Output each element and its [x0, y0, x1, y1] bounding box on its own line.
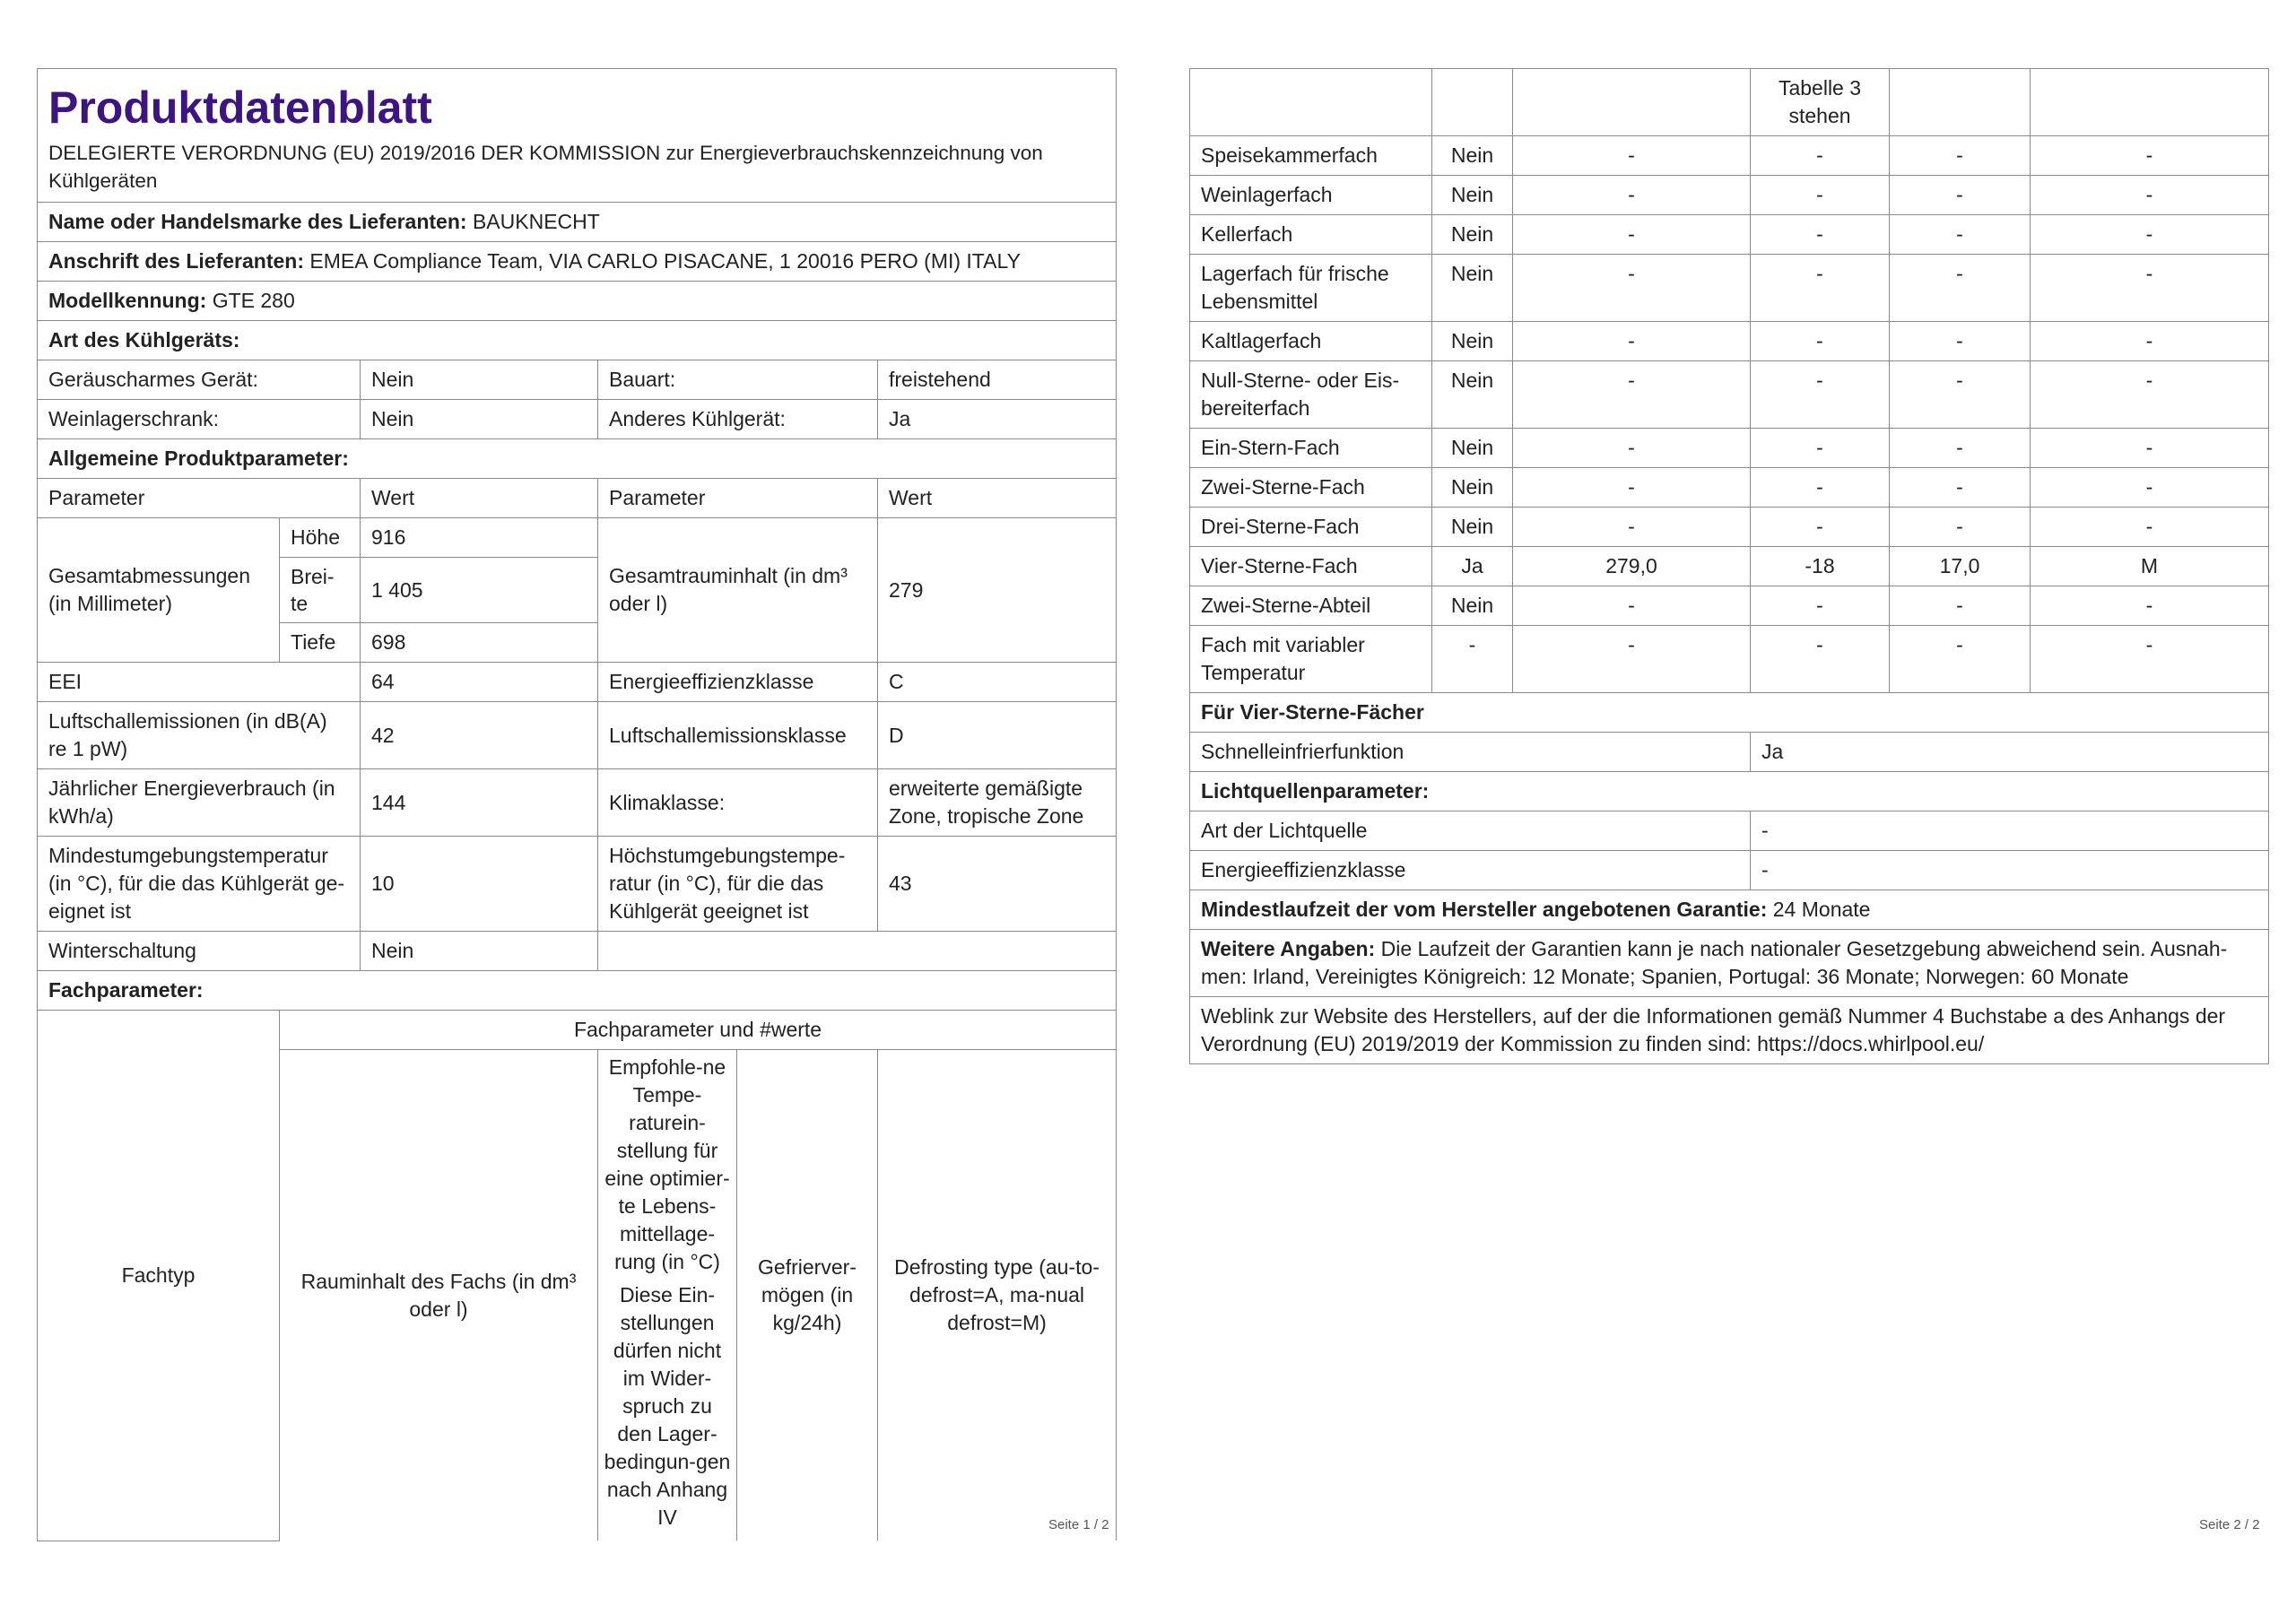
col-param-header-2: Parameter [598, 479, 878, 518]
general-params-heading: Allgemeine Produktparameter: [38, 439, 1117, 479]
light-source-heading: Lichtquellenparameter: [1190, 772, 2269, 812]
compartment-defrost: - [2031, 429, 2269, 468]
supplier-address-value: EMEA Compliance Team, VIA CARLO PISACANE, 1 20016 PERO (MI) ITALY [309, 249, 1021, 273]
compartment-freeze: - [1890, 176, 2031, 215]
warranty-value: 24 Monate [1772, 898, 1871, 921]
compartment-volume: 279,0 [1513, 547, 1751, 586]
compartment-type: Kellerfach [1190, 215, 1432, 255]
compartment-temp: - [1751, 176, 1890, 215]
compartment-volume: - [1513, 429, 1751, 468]
energy-class-value: C [878, 663, 1117, 702]
regulation-subtitle: DELEGIERTE VERORDNUNG (EU) 2019/2016 DER KOMMISSION zur Energieverbrauchskennzeichnung von Kühlgeräten [48, 142, 1043, 192]
compartment-defrost: - [2031, 136, 2269, 176]
compartment-freeze: - [1890, 361, 2031, 429]
compartment-temp: - [1751, 215, 1890, 255]
compartment-type: Kaltlagerfach [1190, 322, 1432, 361]
further-info-text: Die Laufzeit der Garantien kann je nach nationaler Gesetzgebung abweichend sein. Ausnah-men: Irland, Vereinigtes Königreich: 12 Monate; Spanien, Portugal: 36 Monate; Norwegen: 60 Monate [1201, 937, 2228, 988]
four-star-heading: Für Vier-Sterne-Fächer [1190, 693, 2269, 733]
compartment-row [1190, 508, 2269, 547]
other-appliance-value: Ja [878, 400, 1117, 439]
compartment-defrost: - [2031, 255, 2269, 322]
eei-label: EEI [38, 663, 361, 702]
compartment-group-header: Fachparameter und #werte [280, 1011, 1117, 1050]
continuation-empty-1 [1190, 69, 1432, 136]
max-temp-label: Höchstumgebungstempe-ratur (in °C), für die das Kühlgerät geeignet ist [598, 837, 878, 932]
compartment-temp: - [1751, 429, 1890, 468]
compartment-row [1190, 215, 2269, 255]
supplier-name-row [38, 203, 1117, 242]
compartment-row [1190, 255, 2269, 322]
compartment-volume: - [1513, 361, 1751, 429]
min-temp-label: Mindestumgebungstemperatur (in °C), für die das Kühlgerät ge-eignet ist [38, 837, 361, 932]
compartment-freeze: 17,0 [1890, 547, 2031, 586]
weblink-url[interactable]: https://docs.whirlpool.eu/ [1757, 1032, 1985, 1055]
compartment-present: Nein [1432, 136, 1513, 176]
compartment-type: Speisekammerfach [1190, 136, 1432, 176]
other-appliance-label: Anderes Kühlgerät: [598, 400, 878, 439]
compartment-temp: - [1751, 626, 1890, 693]
page-1 [37, 68, 1116, 1541]
col-recommended-temp [598, 1050, 737, 1541]
compartment-row [1190, 626, 2269, 693]
compartment-type: Fach mit variabler Temperatur [1190, 626, 1432, 693]
compartment-temp: - [1751, 322, 1890, 361]
compartment-freeze: - [1890, 215, 2031, 255]
compartment-defrost: - [2031, 626, 2269, 693]
compartment-present: - [1432, 626, 1513, 693]
supplier-name-label: Name oder Handelsmarke des Lieferanten: [48, 210, 467, 233]
compartment-present: Nein [1432, 361, 1513, 429]
compartment-present: Nein [1432, 468, 1513, 508]
compartment-temp: - [1751, 361, 1890, 429]
design-value: freistehend [878, 360, 1117, 400]
annual-energy-label: Jährlicher Energieverbrauch (in kWh/a) [38, 769, 361, 837]
noise-label: Luftschallemissionen (in dB(A) re 1 pW) [38, 702, 361, 769]
compartment-temp: - [1751, 136, 1890, 176]
compartment-row [1190, 176, 2269, 215]
recommended-temp-note: Diese Ein-stellungen dürfen nicht im Wider-spruch zu den Lager-bedingun-gen nach Anhang IV [604, 1283, 731, 1529]
compartment-present: Nein [1432, 586, 1513, 626]
wine-cabinet-value: Nein [361, 400, 598, 439]
col-compartment-volume: Rauminhalt des Fachs (in dm³ oder l) [280, 1050, 598, 1541]
winter-empty [598, 932, 1117, 971]
compartment-volume: - [1513, 322, 1751, 361]
col-compartment-type: Fachtyp [38, 1011, 280, 1541]
low-noise-value: Nein [361, 360, 598, 400]
light-class-value: - [1751, 851, 2269, 890]
compartment-row [1190, 547, 2269, 586]
width-value: 1 405 [361, 558, 598, 623]
title-block [38, 69, 1117, 203]
compartment-temp: - [1751, 586, 1890, 626]
continuation-empty-5 [2031, 69, 2269, 136]
compartment-defrost: - [2031, 361, 2269, 429]
compartment-temp: - [1751, 468, 1890, 508]
compartment-present: Nein [1432, 322, 1513, 361]
height-value: 916 [361, 518, 598, 558]
fast-freeze-value: Ja [1751, 733, 2269, 772]
compartment-defrost: M [2031, 547, 2269, 586]
recommended-temp-header: Empfohle-ne Tempe-raturein-stellung für eine optimier-te Lebens-mittellage-rung (in °C) [604, 1055, 730, 1273]
compartment-type: Zwei-Sterne-Abteil [1190, 586, 1432, 626]
height-label: Höhe [280, 518, 361, 558]
compartment-type: Vier-Sterne-Fach [1190, 547, 1432, 586]
page-number-2: Seite 2 / 2 [2199, 1517, 2260, 1532]
compartment-volume: - [1513, 255, 1751, 322]
min-temp-value: 10 [361, 837, 598, 932]
compartment-volume: - [1513, 508, 1751, 547]
compartment-volume: - [1513, 586, 1751, 626]
design-label: Bauart: [598, 360, 878, 400]
compartment-type: Ein-Stern-Fach [1190, 429, 1432, 468]
warranty-label: Mindestlaufzeit der vom Hersteller angebotenen Garantie: [1201, 898, 1768, 921]
noise-class-value: D [878, 702, 1117, 769]
col-defrost-type: Defrosting type (au-to-defrost=A, ma-nual defrost=M) [878, 1050, 1117, 1541]
light-type-label: Art der Lichtquelle [1190, 812, 1751, 851]
compartment-row [1190, 361, 2269, 429]
col-value-header-2: Wert [878, 479, 1117, 518]
compartment-volume: - [1513, 215, 1751, 255]
col-value-header: Wert [361, 479, 598, 518]
width-label: Brei-te [280, 558, 361, 623]
compartment-type: Lagerfach für frische Lebensmittel [1190, 255, 1432, 322]
compartment-defrost: - [2031, 468, 2269, 508]
wine-cabinet-label: Weinlagerschrank: [38, 400, 361, 439]
compartment-row [1190, 322, 2269, 361]
compartment-freeze: - [1890, 429, 2031, 468]
depth-value: 698 [361, 623, 598, 663]
continuation-empty-3 [1513, 69, 1751, 136]
compartment-type: Drei-Sterne-Fach [1190, 508, 1432, 547]
datasheet-table-page-1 [37, 68, 1117, 1541]
energy-class-label: Energieeffizienzklasse [598, 663, 878, 702]
compartment-type: Weinlagerfach [1190, 176, 1432, 215]
compartment-row [1190, 586, 2269, 626]
compartment-defrost: - [2031, 215, 2269, 255]
compartment-freeze: - [1890, 508, 2031, 547]
continuation-empty-4 [1890, 69, 2031, 136]
noise-value: 42 [361, 702, 598, 769]
compartment-freeze: - [1890, 586, 2031, 626]
compartment-freeze: - [1890, 255, 2031, 322]
max-temp-value: 43 [878, 837, 1117, 932]
fast-freeze-label: Schnelleinfrierfunktion [1190, 733, 1751, 772]
recommended-temp-header-cont: Tabelle 3 stehen [1751, 69, 1890, 136]
eei-value: 64 [361, 663, 598, 702]
further-info-row [1190, 930, 2269, 997]
compartment-defrost: - [2031, 586, 2269, 626]
dimensions-label: Gesamtabmessungen (in Millimeter) [38, 518, 280, 663]
depth-label: Tiefe [280, 623, 361, 663]
datasheet-table-page-2 [1189, 68, 2269, 1064]
compartment-rows [1190, 136, 2269, 693]
appliance-type-heading: Art des Kühlgeräts: [38, 321, 1117, 360]
compartment-present: Nein [1432, 508, 1513, 547]
model-value: GTE 280 [212, 289, 295, 312]
further-info-label: Weitere Angaben: [1201, 937, 1376, 960]
light-class-label: Energieeffizienzklasse [1190, 851, 1751, 890]
climate-class-label: Klimaklasse: [598, 769, 878, 837]
compartment-row [1190, 136, 2269, 176]
winter-value: Nein [361, 932, 598, 971]
compartment-temp: - [1751, 255, 1890, 322]
compartment-type: Null-Sterne- oder Eis-bereiterfach [1190, 361, 1432, 429]
compartment-present: Nein [1432, 215, 1513, 255]
model-row [38, 282, 1117, 321]
total-volume-label: Gesamtrauminhalt (in dm³ oder l) [598, 518, 878, 663]
page-number-1: Seite 1 / 2 [1048, 1517, 1109, 1532]
winter-label: Winterschaltung [38, 932, 361, 971]
compartment-freeze: - [1890, 322, 2031, 361]
compartment-freeze: - [1890, 626, 2031, 693]
compartment-volume: - [1513, 136, 1751, 176]
climate-class-value: erweiterte gemäßigte Zone, tropische Zone [878, 769, 1117, 837]
col-freezing-capacity: Gefrierver-mögen (in kg/24h) [737, 1050, 878, 1541]
total-volume-value: 279 [878, 518, 1117, 663]
col-param-header: Parameter [38, 479, 361, 518]
supplier-name-value: BAUKNECHT [472, 210, 600, 233]
compartment-defrost: - [2031, 176, 2269, 215]
model-label: Modellkennung: [48, 289, 207, 312]
compartment-volume: - [1513, 626, 1751, 693]
noise-class-label: Luftschallemissionsklasse [598, 702, 878, 769]
compartment-defrost: - [2031, 322, 2269, 361]
compartment-defrost: - [2031, 508, 2269, 547]
low-noise-label: Geräuscharmes Gerät: [38, 360, 361, 400]
continuation-empty-2 [1432, 69, 1513, 136]
warranty-row [1190, 890, 2269, 930]
light-type-value: - [1751, 812, 2269, 851]
compartment-row [1190, 468, 2269, 508]
compartment-present: Nein [1432, 429, 1513, 468]
page-2 [1189, 68, 2268, 1064]
compartment-present: Ja [1432, 547, 1513, 586]
page-title: Produktdatenblatt [48, 82, 432, 133]
compartment-type: Zwei-Sterne-Fach [1190, 468, 1432, 508]
compartment-volume: - [1513, 468, 1751, 508]
weblink-row [1190, 997, 2269, 1064]
compartment-present: Nein [1432, 255, 1513, 322]
compartment-temp: - [1751, 508, 1890, 547]
compartment-present: Nein [1432, 176, 1513, 215]
compartment-freeze: - [1890, 468, 2031, 508]
compartment-params-heading: Fachparameter: [38, 971, 1117, 1011]
weblink-text: Weblink zur Website des Herstellers, auf der die Informationen gemäß Nummer 4 Buchstabe a des Anhangs der Verordnung (EU) 2019/2019 der Kommission zu finden sind: [1201, 1004, 2226, 1055]
supplier-address-row [38, 242, 1117, 282]
supplier-address-label: Anschrift des Lieferanten: [48, 249, 304, 273]
compartment-volume: - [1513, 176, 1751, 215]
compartment-temp: -18 [1751, 547, 1890, 586]
compartment-freeze: - [1890, 136, 2031, 176]
annual-energy-value: 144 [361, 769, 598, 837]
compartment-row [1190, 429, 2269, 468]
